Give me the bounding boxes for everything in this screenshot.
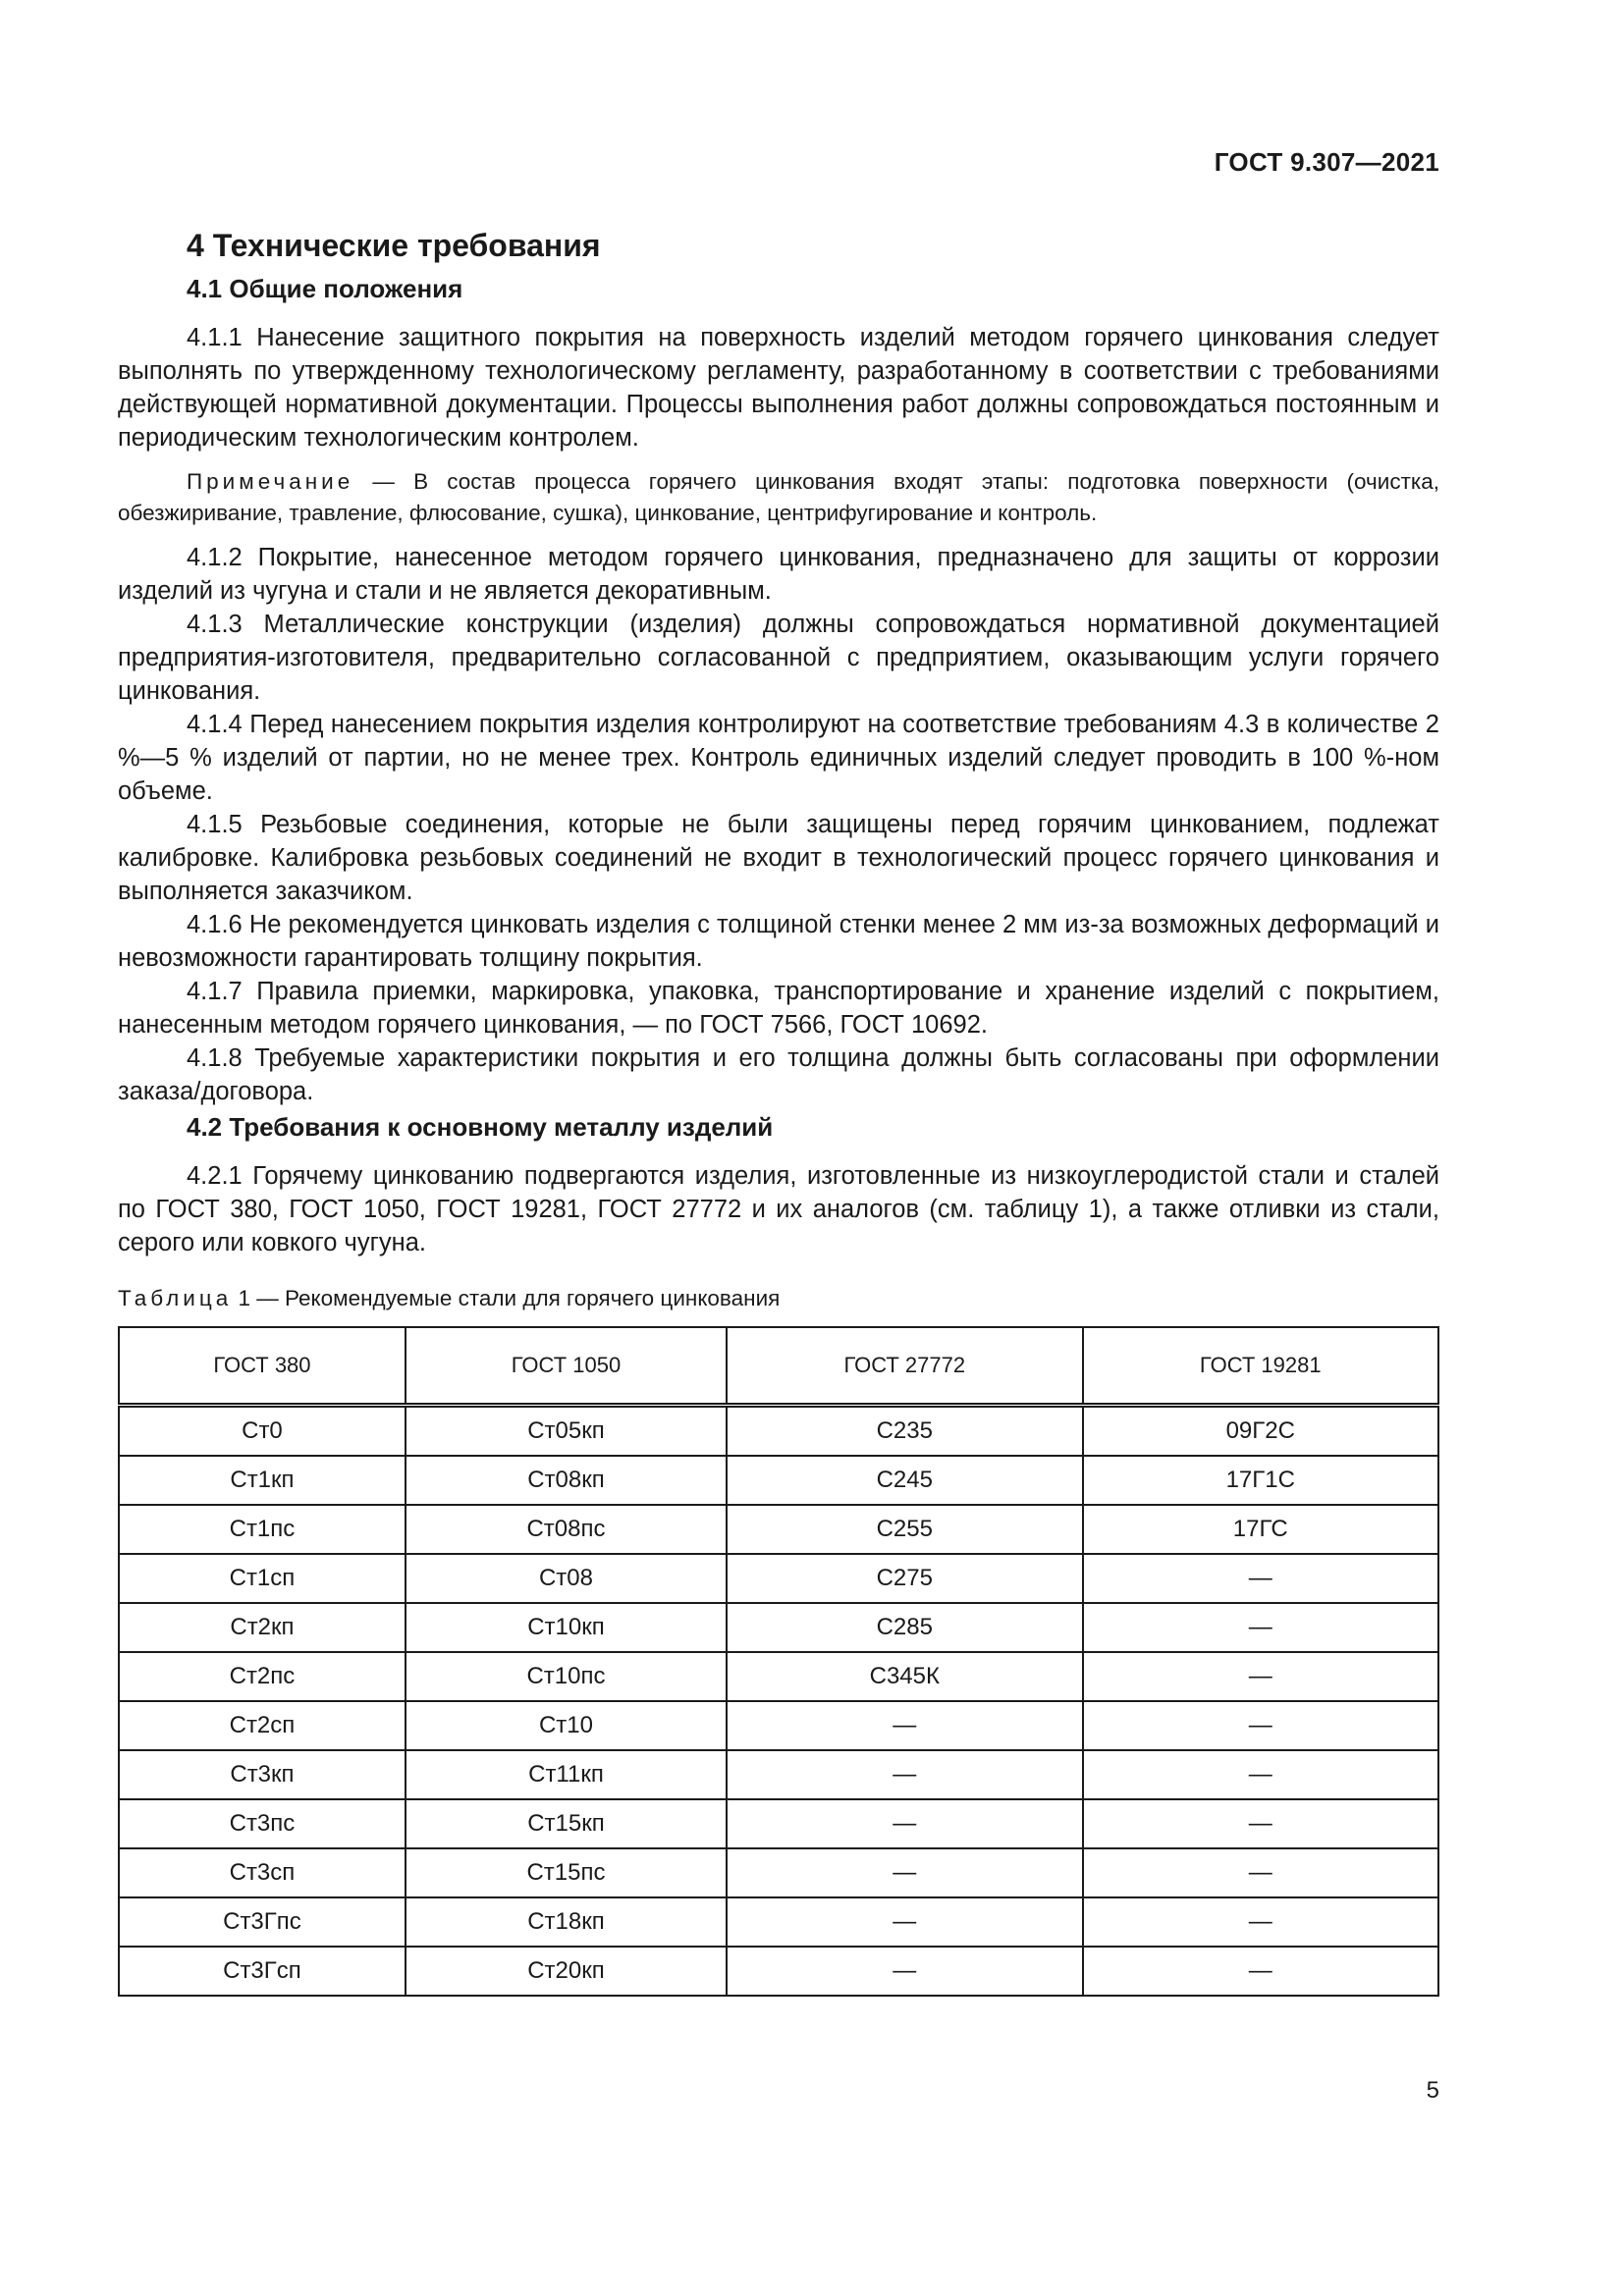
note <box>118 466 1439 529</box>
table-cell: — <box>1083 1897 1438 1947</box>
column-header: ГОСТ 380 <box>119 1327 406 1406</box>
table-cell: — <box>727 1750 1082 1799</box>
table-cell: Ст10кп <box>406 1603 727 1652</box>
table-cell: — <box>1083 1603 1438 1652</box>
table-cell: Ст15пс <box>406 1848 727 1897</box>
column-header: ГОСТ 19281 <box>1083 1327 1438 1406</box>
page-content <box>118 221 1439 1997</box>
steel-table <box>118 1326 1439 1997</box>
note-label: Примечание <box>187 469 354 494</box>
table-cell: 17Г1С <box>1083 1456 1438 1505</box>
table-cell: С285 <box>727 1603 1082 1652</box>
table-cell: Ст3пс <box>119 1799 406 1848</box>
table-caption <box>118 1283 1439 1314</box>
table-cell: — <box>1083 1947 1438 1996</box>
column-header: ГОСТ 27772 <box>727 1327 1082 1406</box>
table-cell: Ст11кп <box>406 1750 727 1799</box>
note-text: — В состав процесса горячего цинкования входят этапы: подготовка поверхности (очистка, обезжиривание, травление, флюсование, сушка), цинкование, центрифугирование и контроль. <box>118 469 1439 525</box>
table-caption-label: Таблица <box>118 1286 233 1310</box>
table-cell: Ст08 <box>406 1554 727 1603</box>
table-cell: — <box>1083 1848 1438 1897</box>
table-cell: — <box>727 1701 1082 1750</box>
table-cell: Ст20кп <box>406 1947 727 1996</box>
column-header: ГОСТ 1050 <box>406 1327 727 1406</box>
subsection-title-base-metal: 4.2 Требования к основному металлу изделий <box>187 1112 774 1142</box>
table-cell: Ст3сп <box>119 1848 406 1897</box>
table-cell: Ст10пс <box>406 1652 727 1701</box>
table-cell: Ст0 <box>119 1406 406 1457</box>
table-row <box>119 1897 1438 1947</box>
table-row <box>119 1947 1438 1996</box>
paragraph-4-2-1: 4.2.1 Горячему цинкованию подвергаются изделия, изготовленные из низкоуглеродистой стали и сталей по ГОСТ 380, ГОСТ 1050, ГОСТ 19281, ГОСТ 27772 и их аналогов (см. таблицу 1), а также отливки из стали, серого или ковкого чугуна. <box>118 1162 1439 1256</box>
table-cell: — <box>727 1848 1082 1897</box>
table-cell: 09Г2С <box>1083 1406 1438 1457</box>
paragraph-group-1 <box>118 321 1439 454</box>
table-cell: Ст1пс <box>119 1505 406 1554</box>
table-cell: — <box>727 1799 1082 1848</box>
table-cell: Ст1сп <box>119 1554 406 1603</box>
table-cell: Ст08пс <box>406 1505 727 1554</box>
table-cell: Ст1кп <box>119 1456 406 1505</box>
table-cell: Ст3кп <box>119 1750 406 1799</box>
table-row <box>119 1652 1438 1701</box>
table-row <box>119 1750 1438 1799</box>
paragraph-4-1-8: 4.1.8 Требуемые характеристики покрытия и его толщина должны быть согласованы при оформлении заказа/договора. <box>118 1044 1439 1105</box>
table-cell: — <box>727 1947 1082 1996</box>
table-cell: С245 <box>727 1456 1082 1505</box>
paragraph-4-1-7: 4.1.7 Правила приемки, маркировка, упаковка, транспортирование и хранение изделий с покрытием, нанесенным методом горячего цинкования, — по ГОСТ 7566, ГОСТ 10692. <box>118 978 1439 1039</box>
page-number: 5 <box>1426 2077 1439 2104</box>
table-cell: — <box>1083 1750 1438 1799</box>
paragraph-group-2 <box>118 1159 1439 1259</box>
table-row <box>119 1505 1438 1554</box>
subsection-title-general: 4.1 Общие положения <box>187 274 463 303</box>
table-cell: Ст2пс <box>119 1652 406 1701</box>
document-code: ГОСТ 9.307—2021 <box>1214 147 1439 177</box>
table-cell: Ст05кп <box>406 1406 727 1457</box>
table-cell: — <box>1083 1652 1438 1701</box>
table-cell: Ст2сп <box>119 1701 406 1750</box>
table-cell: Ст18кп <box>406 1897 727 1947</box>
table-cell: Ст08кп <box>406 1456 727 1505</box>
table-row <box>119 1799 1438 1848</box>
table-cell: Ст10 <box>406 1701 727 1750</box>
paragraph-4-1-3: 4.1.3 Металлические конструкции (изделия) должны сопровождаться нормативной документацией предприятия-изготовителя, предварительно согласованной с предприятием, оказывающим услуги горячего цинкования. <box>118 611 1439 705</box>
paragraph-4-1-6: 4.1.6 Не рекомендуется цинковать изделия с толщиной стенки менее 2 мм из-за возможных деформаций и невозможности гарантировать толщину покрытия. <box>118 911 1439 972</box>
table-row <box>119 1848 1438 1897</box>
paragraph-4-1-4: 4.1.4 Перед нанесением покрытия изделия контролируют на соответствие требованиям 4.3 в количестве 2 %—5 % изделий от партии, но не менее трех. Контроль единичных изделий следует проводить в 100 %-ном объеме. <box>118 711 1439 805</box>
table-caption-text: 1 — Рекомендуемые стали для горячего цинкования <box>232 1286 781 1310</box>
table-cell: — <box>1083 1799 1438 1848</box>
table-row <box>119 1701 1438 1750</box>
table-cell: Ст3Гпс <box>119 1897 406 1947</box>
section-title: 4 Технические требования <box>187 228 601 263</box>
paragraph-4-1-2: 4.1.2 Покрытие, нанесенное методом горячего цинкования, предназначено для защиты от коррозии изделий из чугуна и стали и не является декоративным. <box>118 544 1439 605</box>
table-cell: Ст3Гсп <box>119 1947 406 1996</box>
table-cell: 17ГС <box>1083 1505 1438 1554</box>
table-row <box>119 1603 1438 1652</box>
table-header-row <box>119 1327 1438 1406</box>
table-cell: С275 <box>727 1554 1082 1603</box>
table-cell: С255 <box>727 1505 1082 1554</box>
paragraph-4-1-5: 4.1.5 Резьбовые соединения, которые не были защищены перед горячим цинкованием, подлежат калибровке. Калибровка резьбовых соединений не входит в технологический процесс горячего цинкования и выполняется заказчиком. <box>118 811 1439 905</box>
table-row <box>119 1456 1438 1505</box>
table-cell: Ст2кп <box>119 1603 406 1652</box>
table-row <box>119 1406 1438 1457</box>
table-cell: С345К <box>727 1652 1082 1701</box>
table-row <box>119 1554 1438 1603</box>
table-cell: — <box>1083 1701 1438 1750</box>
table-cell: — <box>727 1897 1082 1947</box>
table-cell: С235 <box>727 1406 1082 1457</box>
paragraph-4-1-1: 4.1.1 Нанесение защитного покрытия на поверхность изделий методом горячего цинкования следует выполнять по утвержденному технологическому регламенту, разработанному в соответствии с требованиями действующей нормативной документации. Процессы выполнения работ должны сопровождаться постоянным и периодическим технологическим контролем. <box>118 324 1439 452</box>
table-cell: Ст15кп <box>406 1799 727 1848</box>
table-cell: — <box>1083 1554 1438 1603</box>
